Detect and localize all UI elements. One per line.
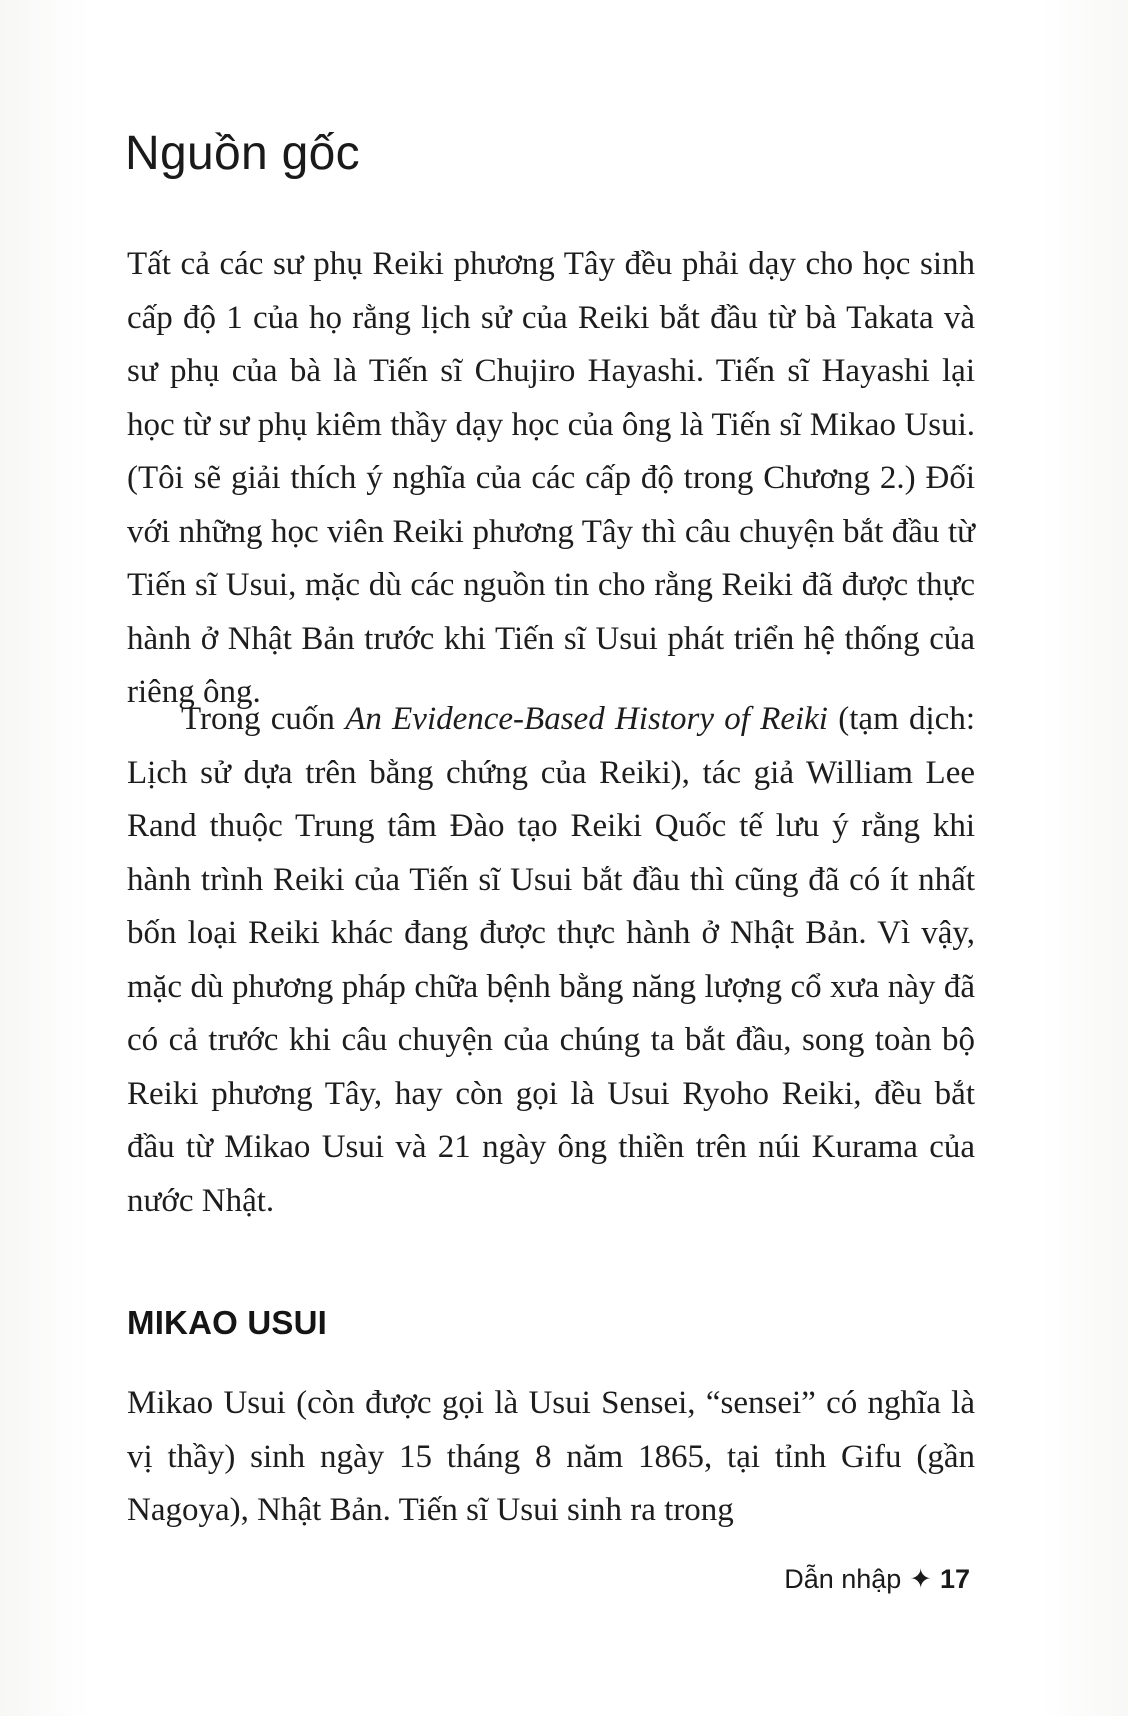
paragraph-1-block xyxy=(127,238,975,720)
footer-section-name: Dẫn nhập xyxy=(784,1564,902,1594)
page-footer xyxy=(784,1564,970,1595)
paragraph-2-intro: Trong cuốn xyxy=(181,701,346,737)
paragraph-1: Tất cả các sư phụ Reiki phương Tây đều phải dạy cho học sinh cấp độ 1 của họ rằng lịch sử của Reiki bắt đầu từ bà Takata và sư phụ của bà là Tiến sĩ Chujiro Hayashi. Tiến sĩ Hayashi lại học từ sư phụ kiêm thầy dạy học của ông là Tiến sĩ Mikao Usui. (Tôi sẽ giải thích ý nghĩa của các cấp độ trong Chương 2.) Đối với những học viên Reiki phương Tây thì câu chuyện bắt đầu từ Tiến sĩ Usui, mặc dù các nguồn tin cho rằng Reiki đã được thực hành ở Nhật Bản trước khi Tiến sĩ Usui phát triển hệ thống của riêng ông. xyxy=(127,246,975,710)
paragraph-2 xyxy=(127,693,975,1228)
book-title: An Evidence-Based History of Reiki xyxy=(345,701,828,737)
page-number: 17 xyxy=(939,1564,970,1594)
paragraph-3-block xyxy=(127,1377,975,1538)
paragraph-3: Mikao Usui (còn được gọi là Usui Sensei, “sensei” có nghĩa là vị thầy) sinh ngày 15 tháng 8 năm 1865, tại tỉnh Gifu (gần Nagoya), Nhật Bản. Tiến sĩ Usui sinh ra trong xyxy=(127,1385,975,1528)
paragraph-2-block xyxy=(127,676,975,1228)
footer-star-icon: ✦ xyxy=(909,1564,932,1594)
chapter-heading: Nguồn gốc xyxy=(125,127,360,180)
section-heading: MIKAO USUI xyxy=(127,1304,327,1341)
paragraph-2-body: (tạm dịch: Lịch sử dựa trên bằng chứng của Reiki), tác giả William Lee Rand thuộc Trung tâm Đào tạo Reiki Quốc tế lưu ý rằng khi hành trình Reiki của Tiến sĩ Usui bắt đầu thì cũng đã có ít nhất bốn loại Reiki khác đang được thực hành ở Nhật Bản. Vì vậy, mặc dù phương pháp chữa bệnh bằng năng lượng cổ xưa này đã có cả trước khi câu chuyện của chúng ta bắt đầu, song toàn bộ Reiki phương Tây, hay còn gọi là Usui Ryoho Reiki, đều bắt đầu từ Mikao Usui và 21 ngày ông thiền trên núi Kurama của nước Nhật. xyxy=(127,701,975,1219)
